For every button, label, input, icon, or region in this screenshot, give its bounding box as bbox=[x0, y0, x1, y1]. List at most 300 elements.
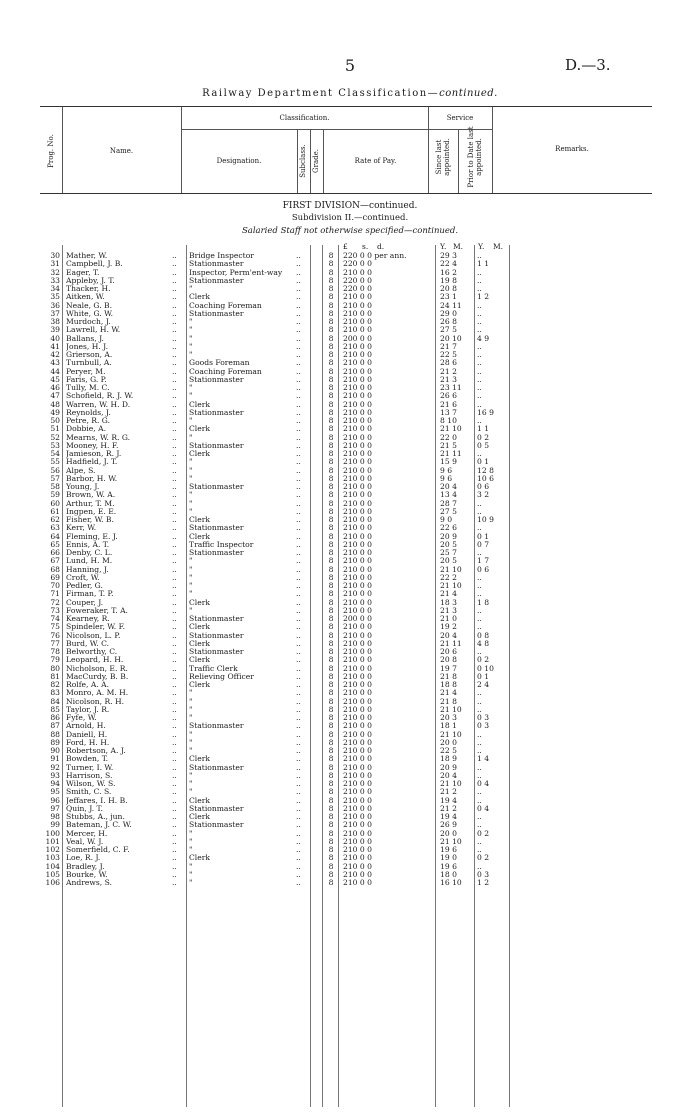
grade: 8 bbox=[328, 581, 334, 590]
prog-no: 80 bbox=[50, 663, 60, 673]
since-last-appointed: 21 10 bbox=[440, 704, 462, 714]
prior-service: 1 2 bbox=[477, 878, 490, 887]
staff-name: Taylor, J. R. bbox=[66, 705, 110, 714]
grade: 8 bbox=[328, 259, 334, 269]
unit-pound: £ bbox=[343, 242, 348, 251]
rate-of-pay: 210 0 0 bbox=[343, 424, 372, 434]
leader-dots: .. bbox=[172, 531, 177, 541]
prog-no: 79 bbox=[50, 655, 60, 665]
leader-dots: .. bbox=[172, 251, 177, 260]
since-last-appointed: 21 4 bbox=[440, 688, 457, 698]
designation: " bbox=[189, 466, 193, 475]
grade: 8 bbox=[328, 251, 334, 260]
rate-of-pay: 210 0 0 bbox=[343, 564, 372, 574]
col-designation: Designation. bbox=[216, 157, 262, 165]
prior-service: 0 1 bbox=[477, 457, 490, 467]
leader-dots: .. bbox=[296, 317, 301, 326]
since-last-appointed: 13 4 bbox=[440, 490, 457, 500]
prog-no: 44 bbox=[50, 366, 60, 376]
since-last-appointed: 18 0 bbox=[440, 869, 457, 879]
staff-table-body bbox=[0, 252, 700, 887]
leader-dots: .. bbox=[296, 729, 301, 739]
leader-dots: .. bbox=[296, 680, 301, 689]
rate-of-pay: 210 0 0 bbox=[343, 787, 372, 797]
grade: 8 bbox=[328, 770, 334, 780]
rate-of-pay: 210 0 0 bbox=[343, 482, 372, 491]
leader-dots: .. bbox=[296, 424, 301, 434]
grade: 8 bbox=[328, 325, 334, 335]
prog-no: 55 bbox=[50, 457, 60, 467]
grade: 8 bbox=[328, 341, 334, 351]
grade: 8 bbox=[328, 688, 334, 698]
rate-of-pay: 220 0 0 per ann. bbox=[343, 251, 407, 260]
rate-of-pay: 210 0 0 bbox=[343, 325, 372, 335]
prog-no: 54 bbox=[50, 449, 60, 458]
since-last-appointed: 18 8 bbox=[440, 680, 457, 689]
rate-of-pay: 210 0 0 bbox=[343, 680, 372, 689]
rate-of-pay: 210 0 0 bbox=[343, 630, 372, 640]
leader-dots: .. bbox=[296, 482, 301, 491]
rate-of-pay: 210 0 0 bbox=[343, 869, 372, 879]
prior-service: .. bbox=[477, 267, 482, 277]
staff-name: Hadfield, J. T. bbox=[66, 458, 118, 467]
prior-service: .. bbox=[477, 614, 482, 623]
prior-service: .. bbox=[477, 770, 482, 780]
division-heading: FIRST DIVISION—continued. bbox=[282, 201, 418, 211]
designation: Stationmaster bbox=[189, 524, 244, 533]
leader-dots: .. bbox=[296, 754, 301, 764]
staff-name: Couper, J. bbox=[66, 598, 104, 607]
prior-service: 0 6 bbox=[477, 482, 490, 491]
rate-of-pay: 210 0 0 bbox=[343, 358, 372, 368]
staff-name: Somerfield, C. F. bbox=[66, 846, 130, 854]
prog-no: 74 bbox=[50, 614, 60, 623]
prior-service: .. bbox=[477, 506, 482, 516]
leader-dots: .. bbox=[172, 795, 177, 805]
leader-dots: .. bbox=[172, 572, 177, 582]
leader-dots: .. bbox=[296, 605, 301, 615]
since-last-appointed: 28 6 bbox=[440, 358, 457, 368]
staff-name: Nicolson, R. H. bbox=[66, 697, 125, 706]
grade: 8 bbox=[328, 704, 334, 714]
grade: 8 bbox=[328, 828, 334, 838]
rate-of-pay: 210 0 0 bbox=[343, 754, 372, 764]
rate-of-pay: 210 0 0 bbox=[343, 374, 372, 384]
since-last-appointed: 15 9 bbox=[440, 457, 457, 467]
leader-dots: .. bbox=[172, 729, 177, 739]
grade: 8 bbox=[328, 473, 334, 483]
grade: 8 bbox=[328, 680, 334, 689]
rate-of-pay: 210 0 0 bbox=[343, 490, 372, 500]
prog-no: 63 bbox=[50, 523, 60, 533]
rate-of-pay: 210 0 0 bbox=[343, 548, 372, 557]
prog-no: 84 bbox=[50, 696, 60, 706]
leader-dots: .. bbox=[172, 506, 177, 516]
prog-no: 34 bbox=[50, 284, 60, 293]
staff-name: Wilson, W. S. bbox=[66, 780, 116, 788]
prog-no: 91 bbox=[50, 754, 60, 764]
leader-dots: .. bbox=[172, 861, 177, 871]
staff-name: Thacker, H. bbox=[66, 285, 111, 293]
designation: Clerk bbox=[189, 656, 210, 665]
staff-name: Bradley, J. bbox=[66, 862, 105, 871]
since-last-appointed: 19 0 bbox=[440, 853, 457, 863]
designation: " bbox=[189, 846, 193, 854]
designation: Coaching Foreman bbox=[189, 367, 262, 376]
leader-dots: .. bbox=[296, 399, 301, 409]
leader-dots: .. bbox=[172, 820, 177, 830]
leader-dots: .. bbox=[172, 300, 177, 310]
leader-dots: .. bbox=[296, 671, 301, 681]
prog-no: 101 bbox=[45, 836, 60, 846]
designation: " bbox=[189, 582, 193, 590]
leader-dots: .. bbox=[172, 746, 177, 755]
since-last-appointed: 21 2 bbox=[440, 803, 457, 813]
prog-no: 57 bbox=[50, 473, 60, 483]
leader-dots: .. bbox=[172, 721, 177, 731]
col-divider bbox=[310, 129, 311, 193]
since-last-appointed: 24 11 bbox=[440, 300, 462, 310]
leader-dots: .. bbox=[296, 589, 301, 599]
rate-of-pay: 210 0 0 bbox=[343, 589, 372, 599]
since-last-appointed: 22 6 bbox=[440, 523, 457, 533]
staff-name: Ballans, J. bbox=[66, 334, 104, 343]
rate-of-pay: 210 0 0 bbox=[343, 399, 372, 409]
leader-dots: .. bbox=[296, 663, 301, 673]
leader-dots: .. bbox=[296, 688, 301, 698]
prior-service: .. bbox=[477, 308, 482, 318]
since-last-appointed: 23 11 bbox=[440, 383, 462, 392]
staff-name: Harrison, S. bbox=[66, 771, 113, 780]
leader-dots: .. bbox=[296, 647, 301, 656]
leader-dots: .. bbox=[172, 787, 177, 797]
prior-service: .. bbox=[477, 688, 482, 698]
designation: " bbox=[189, 285, 193, 293]
leader-dots: .. bbox=[172, 680, 177, 689]
staff-name: Smith, C. S. bbox=[66, 788, 112, 797]
designation: Clerk bbox=[189, 796, 210, 805]
col-subclass: Subclass. bbox=[299, 144, 307, 178]
leader-dots: .. bbox=[296, 374, 301, 384]
rate-of-pay: 210 0 0 bbox=[343, 440, 372, 450]
staff-name: Belworthy, C. bbox=[66, 648, 118, 656]
designation: Bridge Inspector bbox=[189, 252, 254, 260]
grade: 8 bbox=[328, 317, 334, 326]
prior-service: 12 8 bbox=[477, 465, 494, 475]
prog-no: 83 bbox=[50, 688, 60, 698]
leader-dots: .. bbox=[296, 267, 301, 277]
prog-no: 77 bbox=[50, 638, 60, 648]
grade: 8 bbox=[328, 878, 334, 887]
unit-years: Y. bbox=[478, 242, 485, 251]
since-last-appointed: 29 3 bbox=[440, 251, 457, 260]
rate-of-pay: 210 0 0 bbox=[343, 383, 372, 392]
prior-service: .. bbox=[477, 251, 482, 260]
prior-service: .. bbox=[477, 572, 482, 582]
prog-no: 36 bbox=[50, 300, 60, 310]
leader-dots: .. bbox=[172, 440, 177, 450]
subdivision-heading: Subdivision II.—continued. bbox=[291, 213, 409, 223]
designation: " bbox=[189, 788, 193, 797]
prior-service: .. bbox=[477, 696, 482, 706]
grade: 8 bbox=[328, 374, 334, 384]
rate-of-pay: 210 0 0 bbox=[343, 820, 372, 830]
designation: Clerk bbox=[189, 532, 210, 541]
prog-no: 100 bbox=[45, 828, 60, 838]
grade: 8 bbox=[328, 638, 334, 648]
rate-of-pay: 220 0 0 bbox=[343, 259, 372, 269]
staff-name: Turner, I. W. bbox=[66, 763, 114, 772]
leader-dots: .. bbox=[296, 820, 301, 830]
designation: Stationmaster bbox=[189, 276, 244, 285]
prog-no: 103 bbox=[45, 853, 60, 863]
prior-service: 1 8 bbox=[477, 597, 490, 607]
leader-dots: .. bbox=[172, 713, 177, 722]
col-remarks: Remarks. bbox=[555, 145, 589, 153]
leader-dots: .. bbox=[296, 655, 301, 665]
rate-of-pay: 210 0 0 bbox=[343, 308, 372, 318]
grade: 8 bbox=[328, 498, 334, 508]
designation: " bbox=[189, 879, 193, 887]
designation: " bbox=[189, 351, 193, 359]
prior-service: .. bbox=[477, 366, 482, 376]
staff-name: Veal, W. J. bbox=[66, 837, 104, 846]
grade: 8 bbox=[328, 275, 334, 285]
rate-of-pay: 210 0 0 bbox=[343, 350, 372, 359]
prior-service: .. bbox=[477, 498, 482, 508]
prior-service: .. bbox=[477, 845, 482, 854]
prior-service: .. bbox=[477, 737, 482, 747]
leader-dots: .. bbox=[172, 770, 177, 780]
since-last-appointed: 18 9 bbox=[440, 754, 457, 764]
leader-dots: .. bbox=[172, 688, 177, 698]
prog-no: 51 bbox=[50, 424, 60, 434]
leader-dots: .. bbox=[296, 416, 301, 425]
leader-dots: .. bbox=[172, 308, 177, 318]
grade: 8 bbox=[328, 861, 334, 871]
col-grade: Grade. bbox=[312, 149, 320, 173]
leader-dots: .. bbox=[296, 383, 301, 392]
prog-no: 66 bbox=[50, 548, 60, 557]
designation: Stationmaster bbox=[189, 648, 244, 656]
since-last-appointed: 20 9 bbox=[440, 762, 457, 772]
prior-service: 0 6 bbox=[477, 564, 490, 574]
leader-dots: .. bbox=[296, 737, 301, 747]
designation: " bbox=[189, 433, 193, 442]
rate-of-pay: 210 0 0 bbox=[343, 465, 372, 475]
designation: Stationmaster bbox=[189, 375, 244, 384]
leader-dots: .. bbox=[296, 358, 301, 368]
since-last-appointed: 21 4 bbox=[440, 589, 457, 599]
leader-dots: .. bbox=[296, 572, 301, 582]
prior-service: 0 7 bbox=[477, 539, 490, 549]
prior-service: .. bbox=[477, 523, 482, 533]
prior-service: .. bbox=[477, 358, 482, 368]
designation: " bbox=[189, 689, 193, 698]
since-last-appointed: 9 0 bbox=[440, 515, 453, 524]
leader-dots: .. bbox=[296, 432, 301, 442]
designation: Clerk bbox=[189, 293, 210, 302]
title-main: Railway Department Classification— bbox=[202, 88, 440, 99]
leader-dots: .. bbox=[296, 251, 301, 260]
leader-dots: .. bbox=[172, 754, 177, 764]
prior-service: 0 3 bbox=[477, 713, 490, 722]
rate-of-pay: 210 0 0 bbox=[343, 432, 372, 442]
rate-of-pay: 210 0 0 bbox=[343, 515, 372, 524]
grade: 8 bbox=[328, 746, 334, 755]
since-last-appointed: 21 0 bbox=[440, 614, 457, 623]
staff-name: Murdoch, J. bbox=[66, 318, 111, 326]
leader-dots: .. bbox=[296, 581, 301, 590]
prior-service: .. bbox=[477, 622, 482, 632]
prog-no: 40 bbox=[50, 333, 60, 343]
rate-of-pay: 210 0 0 bbox=[343, 292, 372, 302]
prior-service: .. bbox=[477, 548, 482, 557]
leader-dots: .. bbox=[172, 704, 177, 714]
leader-dots: .. bbox=[172, 498, 177, 508]
grade: 8 bbox=[328, 869, 334, 879]
prog-no: 59 bbox=[50, 490, 60, 500]
prog-no: 41 bbox=[50, 341, 60, 351]
rate-of-pay: 210 0 0 bbox=[343, 795, 372, 805]
prog-no: 78 bbox=[50, 647, 60, 656]
leader-dots: .. bbox=[172, 812, 177, 821]
leader-dots: .. bbox=[296, 366, 301, 376]
leader-dots: .. bbox=[296, 770, 301, 780]
prog-no: 31 bbox=[50, 259, 60, 269]
leader-dots: .. bbox=[296, 622, 301, 632]
staff-name: Campbell, J. B. bbox=[66, 260, 123, 269]
prog-no: 69 bbox=[50, 572, 60, 582]
rate-of-pay: 210 0 0 bbox=[343, 812, 372, 821]
prior-service: .. bbox=[477, 275, 482, 285]
leader-dots: .. bbox=[296, 861, 301, 871]
designation: " bbox=[189, 334, 193, 343]
since-last-appointed: 21 11 bbox=[440, 638, 462, 648]
rate-of-pay: 210 0 0 bbox=[343, 671, 372, 681]
staff-name: Petre, R. G. bbox=[66, 417, 111, 425]
designation: " bbox=[189, 417, 193, 425]
leader-dots: .. bbox=[296, 333, 301, 343]
rate-of-pay: 210 0 0 bbox=[343, 300, 372, 310]
leader-dots: .. bbox=[296, 440, 301, 450]
designation: " bbox=[189, 747, 193, 755]
prog-no: 105 bbox=[45, 869, 60, 879]
rate-of-pay: 210 0 0 bbox=[343, 416, 372, 425]
leader-dots: .. bbox=[296, 795, 301, 805]
leader-dots: .. bbox=[172, 622, 177, 632]
prior-service: .. bbox=[477, 416, 482, 425]
leader-dots: .. bbox=[172, 539, 177, 549]
prior-service: 4 8 bbox=[477, 638, 490, 648]
staff-name: Aitken, W. bbox=[66, 293, 105, 302]
leader-dots: .. bbox=[296, 259, 301, 269]
leader-dots: .. bbox=[296, 292, 301, 302]
grade: 8 bbox=[328, 449, 334, 458]
designation: Inspector, Perm'ent-way bbox=[189, 268, 283, 277]
rate-of-pay: 200 0 0 bbox=[343, 614, 372, 623]
leader-dots: .. bbox=[296, 515, 301, 524]
rate-of-pay: 210 0 0 bbox=[343, 853, 372, 863]
prog-no: 67 bbox=[50, 556, 60, 566]
grade: 8 bbox=[328, 482, 334, 491]
prior-service: 0 8 bbox=[477, 630, 490, 640]
prior-service: 0 1 bbox=[477, 671, 490, 681]
prog-no: 88 bbox=[50, 729, 60, 739]
leader-dots: .. bbox=[296, 828, 301, 838]
grade: 8 bbox=[328, 787, 334, 797]
prior-service: 4 9 bbox=[477, 333, 490, 343]
since-last-appointed: 26 8 bbox=[440, 317, 457, 326]
grade: 8 bbox=[328, 589, 334, 599]
staff-name: Nicolson, L. P. bbox=[66, 631, 121, 640]
leader-dots: .. bbox=[172, 416, 177, 425]
rate-of-pay: 210 0 0 bbox=[343, 317, 372, 326]
prior-service: 1 1 bbox=[477, 259, 490, 269]
staff-name: Pedler, G. bbox=[66, 582, 103, 590]
staff-name: MacCurdy, B. B. bbox=[66, 672, 129, 681]
grade: 8 bbox=[328, 416, 334, 425]
prior-service: .. bbox=[477, 861, 482, 871]
rate-of-pay: 210 0 0 bbox=[343, 861, 372, 871]
staff-heading: Salaried Staff not otherwise specified—continued. bbox=[241, 226, 459, 236]
rate-of-pay: 210 0 0 bbox=[343, 762, 372, 772]
prog-no: 104 bbox=[45, 861, 60, 871]
leader-dots: .. bbox=[172, 317, 177, 326]
grade: 8 bbox=[328, 358, 334, 368]
prog-no: 86 bbox=[50, 713, 60, 722]
prog-no: 42 bbox=[50, 350, 60, 359]
staff-name: Fyfe, W. bbox=[66, 714, 97, 722]
leader-dots: .. bbox=[172, 424, 177, 434]
grade: 8 bbox=[328, 663, 334, 673]
prior-service: 3 2 bbox=[477, 490, 490, 500]
leader-dots: .. bbox=[296, 465, 301, 475]
prog-no: 56 bbox=[50, 465, 60, 475]
prior-service: .. bbox=[477, 581, 482, 590]
prior-service: .. bbox=[477, 383, 482, 392]
prog-no: 48 bbox=[50, 399, 60, 409]
staff-name: Loe, R. J. bbox=[66, 854, 101, 863]
grade: 8 bbox=[328, 432, 334, 442]
prog-no: 52 bbox=[50, 432, 60, 442]
designation: Stationmaster bbox=[189, 631, 244, 640]
since-last-appointed: 20 5 bbox=[440, 556, 457, 566]
leader-dots: .. bbox=[296, 391, 301, 401]
leader-dots: .. bbox=[296, 325, 301, 335]
designation: Stationmaster bbox=[189, 483, 244, 491]
staff-name: Mooney, H. F. bbox=[66, 441, 119, 450]
prog-no: 92 bbox=[50, 762, 60, 772]
designation: Goods Foreman bbox=[189, 359, 250, 368]
leader-dots: .. bbox=[172, 762, 177, 772]
grade: 8 bbox=[328, 605, 334, 615]
designation: Clerk bbox=[189, 623, 210, 632]
designation: " bbox=[189, 862, 193, 871]
leader-dots: .. bbox=[296, 779, 301, 788]
prior-service: .. bbox=[477, 399, 482, 409]
designation: Stationmaster bbox=[189, 804, 244, 813]
designation: " bbox=[189, 499, 193, 508]
designation: " bbox=[189, 392, 193, 401]
designation: " bbox=[189, 590, 193, 599]
prog-no: 32 bbox=[50, 267, 60, 277]
leader-dots: .. bbox=[296, 762, 301, 772]
col-classification: Classification. bbox=[279, 114, 330, 122]
designation: " bbox=[189, 714, 193, 722]
since-last-appointed: 19 6 bbox=[440, 845, 457, 854]
since-last-appointed: 22 0 bbox=[440, 432, 457, 442]
